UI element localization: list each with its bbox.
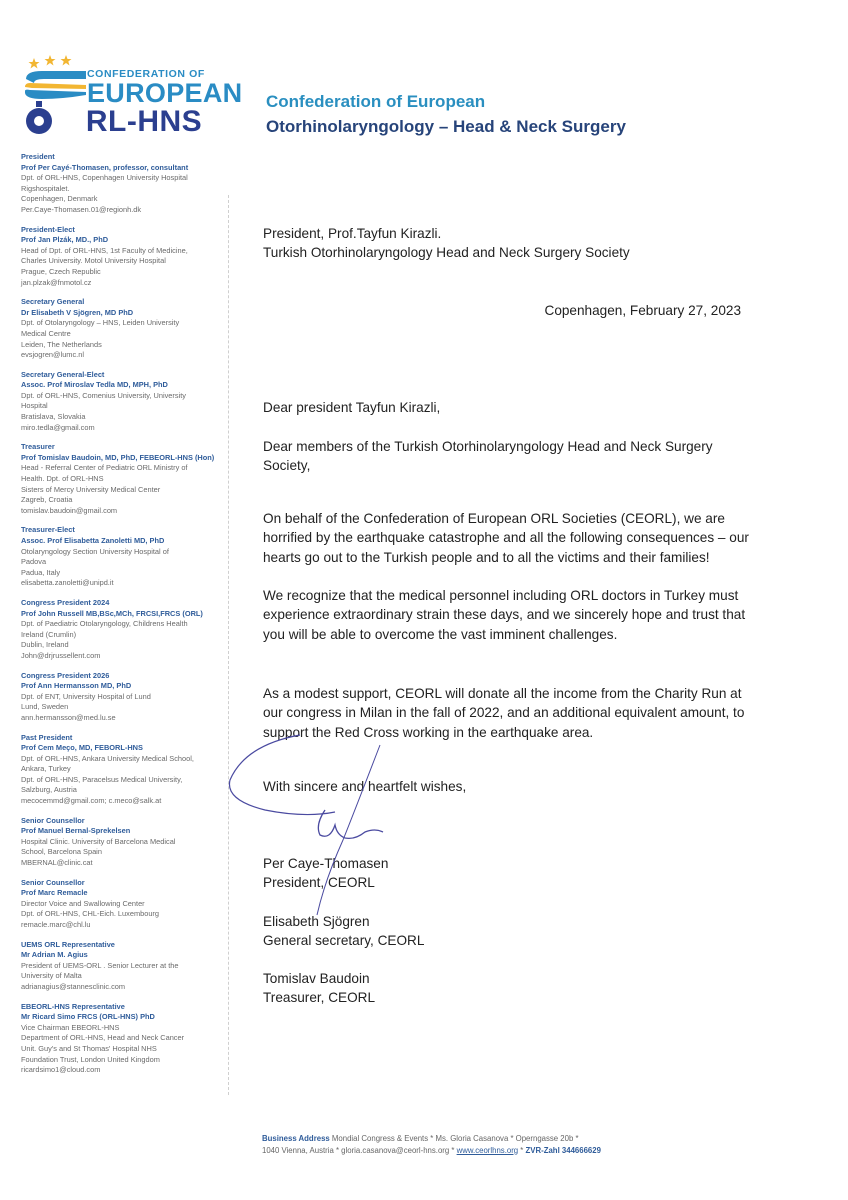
- board-member-entry: [21, 940, 226, 993]
- member-detail-line: Dpt. of ORL-HNS, Comenius University, University: [21, 390, 186, 400]
- signer-name: Tomislav Baudoin: [263, 971, 370, 986]
- logo-line3: RL-HNS: [85, 105, 203, 138]
- member-detail-line: Prague, Czech Republic: [21, 266, 101, 276]
- board-member-entry: [21, 1002, 226, 1076]
- signer-block: [263, 969, 375, 1008]
- member-detail-line: Rigshospitalet.: [21, 183, 70, 193]
- board-member-entry: [21, 525, 226, 589]
- member-name: Prof Manuel Bernal-Sprekelsen: [21, 826, 131, 836]
- member-name: Mr Ricard Simo FRCS (ORL-HNS) PhD: [21, 1012, 155, 1022]
- member-role: Past President: [21, 732, 73, 742]
- closing-line: With sincere and heartfelt wishes,: [263, 779, 467, 794]
- recipient-line: Turkish Otorhinolaryngology Head and Neck Surgery Society: [263, 245, 630, 261]
- board-member-entry: [21, 152, 226, 216]
- member-detail-line: Otolaryngology Section University Hospital of: [21, 546, 169, 556]
- member-detail-line: Dublin, Ireland: [21, 640, 69, 650]
- signer-title: President, CEORL: [263, 875, 375, 891]
- member-detail-line: School, Barcelona Spain: [21, 847, 102, 857]
- member-detail-line: Dpt. of ENT, University Hospital of Lund: [21, 691, 151, 701]
- member-name: Assoc. Prof Elisabetta Zanoletti MD, PhD: [21, 536, 165, 545]
- member-role: President-Elect: [21, 224, 75, 234]
- member-name: Prof Per Cayé-Thomasen, professor, consultant: [21, 162, 189, 172]
- footer-separator: *: [518, 1145, 526, 1155]
- organization-title: [266, 90, 626, 140]
- member-detail-line: Copenhagen, Denmark: [21, 194, 98, 204]
- member-name: Assoc. Prof Miroslav Tedla MD, MPH, PhD: [21, 380, 168, 390]
- recipient-line: President, Prof.Tayfun Kirazli.: [263, 226, 442, 241]
- member-detail-line: jan.plzak@fnmotol.cz: [21, 277, 92, 287]
- title-line1: Confederation of European: [266, 92, 486, 111]
- member-role: President: [21, 152, 55, 161]
- member-detail-line: Zagreb, Croatia: [21, 495, 73, 505]
- footer-label: Business Address: [262, 1134, 330, 1143]
- member-detail-line: Charles University. Motol University Hospital: [21, 256, 166, 266]
- ceorl-logo: [22, 55, 243, 140]
- member-role: Secretary General: [21, 297, 85, 307]
- member-role: Treasurer-Elect: [21, 525, 75, 535]
- member-detail-line: University of Malta: [21, 971, 82, 981]
- title-line2: Otorhinolaryngology – Head & Neck Surgery: [266, 117, 626, 136]
- member-detail-line: evsjogren@lumc.nl: [21, 350, 84, 360]
- member-name: Prof Jan Plzák, MD., PhD: [21, 235, 109, 245]
- signer-block: [263, 912, 424, 951]
- board-members-sidebar: [21, 152, 226, 1085]
- sidebar-divider: [228, 195, 229, 1095]
- member-detail-line: Medical Centre: [21, 328, 71, 338]
- member-name: Mr Adrian M. Agius: [21, 950, 88, 960]
- member-detail-line: ann.hermansson@med.lu.se: [21, 712, 116, 722]
- board-member-entry: [21, 733, 226, 807]
- business-address-footer: [262, 1133, 702, 1156]
- member-detail-line: Padua, Italy: [21, 567, 61, 577]
- website-link[interactable]: www.ceorlhns.org: [456, 1145, 519, 1155]
- board-member-entry: [21, 370, 226, 434]
- recipient-address: [263, 224, 753, 263]
- member-detail-line: Foundation Trust, London United Kingdom: [21, 1054, 160, 1064]
- logo-line2: EUROPEAN: [87, 78, 243, 108]
- member-detail-line: MBERNAL@clinic.cat: [21, 858, 93, 868]
- member-detail-line: Dpt. of ORL-HNS, Paracelsus Medical University,: [21, 774, 183, 784]
- member-role: Senior Counsellor: [21, 877, 85, 887]
- member-detail-line: Ankara, Turkey: [21, 764, 71, 774]
- member-detail-line: Hospital Clinic. University of Barcelona Medical: [21, 836, 176, 846]
- member-detail-line: President of UEMS-ORL . Senior Lecturer at the: [21, 960, 179, 970]
- member-detail-line: Unit. Guy's and St Thomas' Hospital NHS: [21, 1043, 157, 1053]
- signer-title: Treasurer, CEORL: [263, 990, 376, 1006]
- member-detail-line: Lund, Sweden: [21, 702, 69, 712]
- member-role: Congress President 2024: [21, 597, 110, 607]
- member-detail-line: Dpt. of ORL-HNS, CHL-Eich. Luxembourg: [21, 909, 160, 919]
- member-detail-line: mecocemmd@gmail.com; c.meco@salk.at: [21, 796, 162, 806]
- member-name: Prof John Russell MB,BSc,MCh, FRCSI,FRCS (ORL): [21, 608, 203, 618]
- member-detail-line: Dpt. of Otolaryngology – HNS, Leiden University: [21, 318, 180, 328]
- member-name: Prof Marc Remacle: [21, 888, 88, 898]
- footer-line2: 1040 Vienna, Austria * gloria.casanova@ceorl-hns.org *: [262, 1145, 457, 1155]
- member-role: UEMS ORL Representative: [21, 939, 115, 949]
- body-paragraph: On behalf of the Confederation of European ORL Societies (CEORL), we are horrified by the earthquake catastrophe and all the following consequences – our hearts go out to the Turkish people and to all the victims and their families!: [263, 511, 749, 565]
- member-detail-line: Dpt. of Paediatric Otolaryngology, Childrens Health: [21, 619, 188, 629]
- member-detail-line: elisabetta.zanoletti@unipd.it: [21, 578, 114, 588]
- letter-date: Copenhagen, February 27, 2023: [544, 303, 741, 318]
- member-detail-line: remacle.marc@chl.lu: [21, 920, 91, 929]
- board-member-entry: [21, 671, 226, 724]
- member-detail-line: ricardsimo1@cloud.com: [21, 1065, 101, 1075]
- salutation-1: Dear president Tayfun Kirazli,: [263, 400, 441, 415]
- member-detail-line: Head - Referral Center of Pediatric ORL Ministry of: [21, 463, 188, 473]
- board-member-entry: [21, 442, 226, 516]
- member-detail-line: tomislav.baudoin@gmail.com: [21, 505, 118, 515]
- member-detail-line: Padova: [21, 557, 47, 567]
- signer-title: General secretary, CEORL: [263, 933, 425, 949]
- member-detail-line: Salzburg, Austria: [21, 785, 77, 795]
- member-detail-line: Director Voice and Swallowing Center: [21, 898, 145, 908]
- member-detail-line: Head of Dpt. of ORL-HNS, 1st Faculty of Medicine,: [21, 245, 188, 255]
- member-name: Dr Elisabeth V Sjögren, MD PhD: [21, 307, 134, 317]
- member-detail-line: Health. Dpt. of ORL-HNS: [21, 474, 104, 484]
- signer-name: Per Caye-Thomasen: [263, 856, 389, 871]
- member-role: EBEORL-HNS Representative: [21, 1001, 125, 1011]
- member-detail-line: John@drjrussellent.com: [21, 650, 101, 660]
- member-role: Senior Counsellor: [21, 815, 85, 825]
- member-role: Treasurer: [21, 442, 55, 452]
- member-detail-line: Sisters of Mercy University Medical Center: [21, 484, 161, 494]
- member-detail-line: Bratislava, Slovakia: [21, 412, 86, 422]
- member-detail-line: Department of ORL-HNS, Head and Neck Cancer: [21, 1033, 185, 1043]
- board-member-entry: [21, 297, 226, 361]
- salutation-2: Dear members of the Turkish Otorhinolaryngology Head and Neck Surgery Society,: [263, 439, 713, 474]
- member-role: Secretary General-Elect: [21, 369, 105, 379]
- signer-block: [263, 854, 388, 893]
- body-paragraph: As a modest support, CEORL will donate all the income from the Charity Run at our congress in Milan in the fall of 2022, and an additional equivalent amount, to support the Red Cross working in the earthquake area.: [263, 686, 745, 740]
- member-detail-line: miro.tedla@gmail.com: [21, 422, 95, 432]
- member-detail-line: Dpt. of ORL-HNS, Copenhagen University Hospital: [21, 173, 188, 183]
- member-detail-line: Per.Caye-Thomasen.01@regionh.dk: [21, 204, 142, 214]
- member-name: Prof Cem Meço, MD, FEBORL-HNS: [21, 743, 143, 753]
- member-detail-line: adrianagius@stannesclinic.com: [21, 981, 126, 991]
- signer-name: Elisabeth Sjögren: [263, 914, 370, 929]
- board-member-entry: [21, 598, 226, 662]
- body-paragraph: We recognize that the medical personnel including ORL doctors in Turkey must experience extraordinary strain these days, and we sincerely hope and trust that you will be able to overcome the vast imminent challenges.: [263, 588, 746, 642]
- logo-line1: CONFEDERATION OF: [87, 68, 205, 80]
- member-role: Congress President 2026: [21, 670, 110, 680]
- board-member-entry: [21, 816, 226, 869]
- member-detail-line: Vice Chairman EBEORL-HNS: [21, 1022, 120, 1032]
- footer-line1: Mondial Congress & Events * Ms. Gloria Casanova * Operngasse 20b *: [329, 1134, 579, 1143]
- member-detail-line: Ireland (Crumlin): [21, 629, 77, 639]
- member-detail-line: Leiden, The Netherlands: [21, 339, 102, 349]
- board-member-entry: [21, 878, 226, 931]
- member-name: Prof Tomislav Baudoin, MD, PhD, FEBEORL-HNS (Hon): [21, 452, 215, 462]
- member-detail-line: Dpt. of ORL-HNS, Ankara University Medical School,: [21, 753, 194, 763]
- member-name: Prof Ann Hermansson MD, PhD: [21, 681, 132, 691]
- member-detail-line: Hospital: [21, 401, 48, 411]
- zvr-number: ZVR-Zahl 344666629: [525, 1145, 601, 1155]
- board-member-entry: [21, 225, 226, 289]
